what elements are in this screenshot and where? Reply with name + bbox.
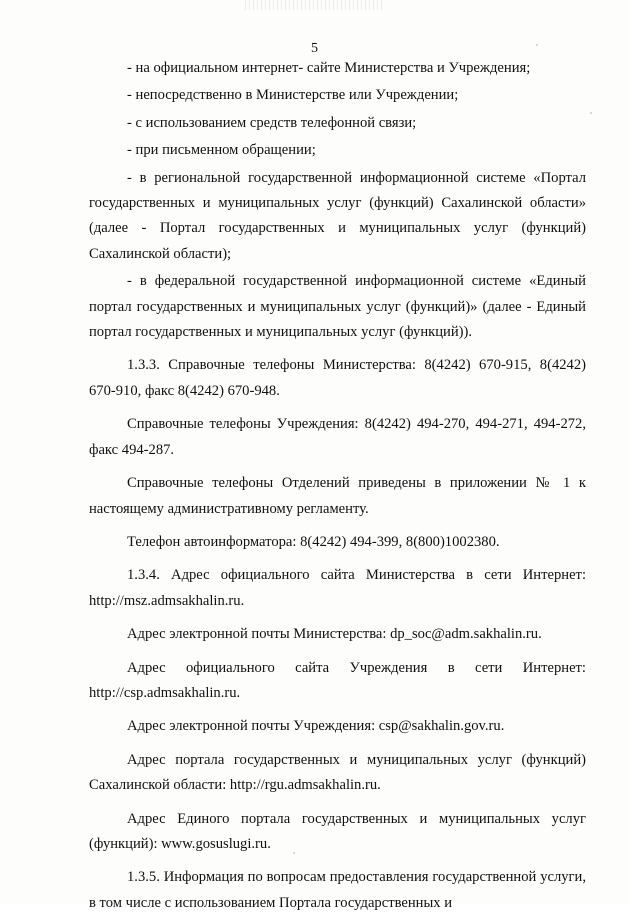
paragraph-8: Справочные телефоны Учреждения: 8(4242) 494-270, 494-271, 494-272, факс 494-287.	[89, 416, 586, 458]
paragraph-10: Телефон автоинформатора: 8(4242) 494-399, 8(800)1002380.	[127, 533, 500, 550]
paragraph-17: 1.3.5. Информация по вопросам предоставления государственной услуги, в том числе с использованием Портала государственных и	[89, 869, 586, 911]
paragraph-16: Адрес Единого портала государственных и муниципальных услуг (функций): www.gosuslugi.ru.	[89, 810, 586, 852]
paragraph-7: 1.3.3. Справочные телефоны Министерства: 8(4242) 670-915, 8(4242) 670-910, факс 8(4242) 670-948.	[89, 357, 586, 399]
paragraph-2: - непосредственно в Министерстве или Учреждении;	[127, 87, 459, 104]
paragraph-3: - с использованием средств телефонной связи;	[127, 114, 417, 131]
page-number: 5	[311, 41, 318, 56]
paragraph-15: Адрес портала государственных и муниципальных услуг (функций) Сахалинской области: http://rgu.admsakhalin.ru.	[89, 751, 586, 794]
paragraph-9: Справочные телефоны Отделений приведены в приложении № 1 к настоящему административному регламенту.	[89, 475, 586, 517]
document-body	[89, 56, 586, 916]
paragraph-6: - в федеральной государственной информационной системе «Единый портал государственных и муниципальных услуг (функций)» (далее - Единый портал государственных и муниципальных услуг (функций)).	[89, 273, 586, 341]
paragraph-1: - на официальном интернет- сайте Министерства и Учреждения;	[127, 60, 531, 76]
paragraph-4: - при письменном обращении;	[127, 142, 316, 159]
scan-artifact	[245, 0, 385, 10]
paragraph-13: Адрес официального сайта Учреждения в сети Интернет: http://csp.admsakhalin.ru.	[89, 659, 586, 701]
scan-speck	[590, 112, 592, 114]
paragraph-12: Адрес электронной почты Министерства: dp_soc@adm.sakhalin.ru.	[127, 626, 542, 643]
paragraph-11: 1.3.4. Адрес официального сайта Министерства в сети Интернет: http://msz.admsakhalin.ru.	[89, 567, 586, 609]
paragraph-5: - в региональной государственной информационной системе «Портал государственных и муниципальных услуг (функций) Сахалинской области» (далее - Портал государственных и муниципальных услуг (функций) Сахалинской области);	[89, 169, 586, 262]
paragraph-14: Адрес электронной почты Учреждения: csp@sakhalin.gov.ru.	[127, 718, 505, 735]
